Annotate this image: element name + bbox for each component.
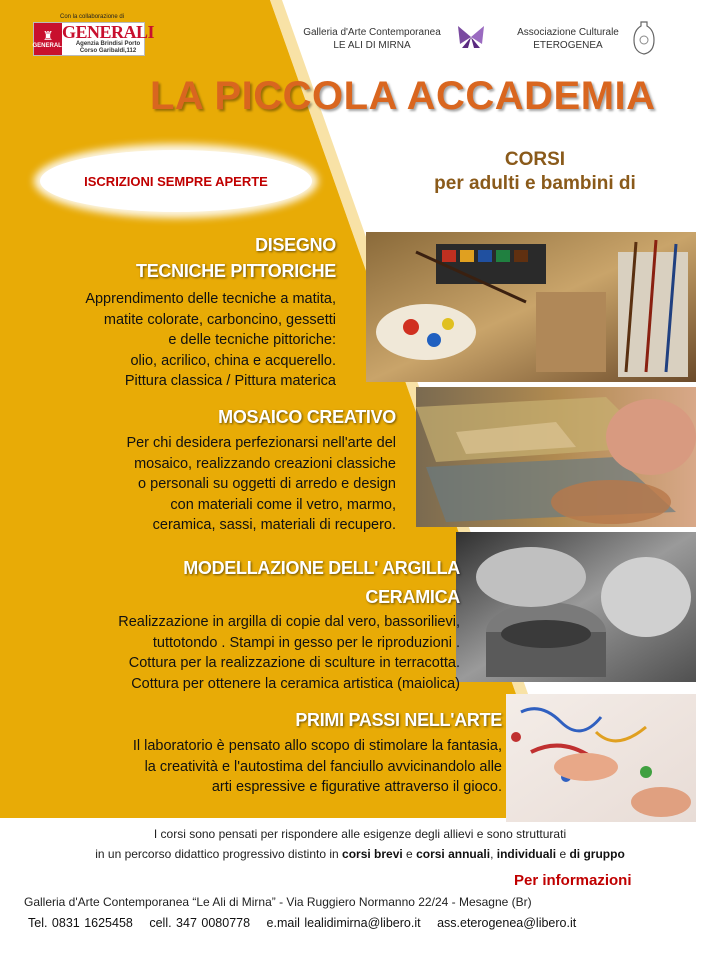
- section-primi-passi-line: arti espressive e figurative attraverso il gioco.: [211, 779, 502, 795]
- section-argilla-line: tuttotondo . Stampi in gesso per le riproduzioni .: [152, 634, 460, 651]
- section-disegno-line: Apprendimento delle tecniche a matita,: [85, 291, 336, 307]
- lion-label: GENERALI: [32, 43, 64, 49]
- section-mosaico-line: ceramica, sassi, materiali di recupero.: [152, 517, 396, 533]
- info-heading: Per informazioni: [514, 872, 632, 889]
- section-primi-passi-line: Il laboratorio è pensato allo scopo di stimolare la fantasia,: [132, 738, 502, 754]
- gallery-address: Galleria d'Arte Contemporanea “Le Ali di Mirna” - Via Ruggiero Normanno 22/24 - Mesagne (Br): [24, 895, 532, 909]
- lion-icon: ♜ GENERALI: [34, 23, 62, 55]
- section-tecniche-title: TECNICHE PITTORICHE: [136, 261, 336, 281]
- section-disegno-line: e delle tecniche pittoriche:: [168, 332, 336, 348]
- section-argilla-line: Cottura per la realizzazione di sculture in terracotta.: [128, 655, 460, 671]
- vase-icon: [632, 20, 656, 56]
- courses-heading: [400, 148, 670, 196]
- email-gallery[interactable]: e.mail lealidimirna@libero.it: [266, 916, 421, 930]
- org-eterogenea-line2: ETEROGENEA: [533, 40, 603, 51]
- section-ceramica-title: CERAMICA: [365, 587, 460, 607]
- footer-text: e: [402, 847, 417, 861]
- section-argilla-body: [118, 612, 460, 694]
- collaboration-label: Con la collaborazione di: [60, 14, 125, 20]
- butterfly-icon: [454, 22, 488, 52]
- photo-collage: [356, 232, 696, 822]
- section-argilla-title: MODELLAZIONE DELL' ARGILLA: [183, 558, 460, 578]
- section-primi-passi-title: PRIMI PASSI NELL'ARTE: [295, 710, 502, 730]
- org-galleria-line2: LE ALI DI MIRNA: [333, 40, 411, 51]
- courses-heading-title: CORSI: [504, 149, 566, 170]
- section-disegno-line: olio, acrilico, china e acquerello.: [130, 352, 336, 369]
- footer-text: e: [556, 847, 570, 861]
- contact-line: [28, 916, 588, 930]
- footer-emphasis: corsi brevi: [342, 847, 403, 861]
- section-disegno-body: [85, 289, 336, 392]
- agency-name: Agenzia Brindisi Porto: [75, 41, 141, 47]
- footer-text: in un percorso didattico progressivo distinto in: [95, 847, 343, 861]
- footer-text: ,: [490, 847, 497, 861]
- section-primi-passi-body: [133, 736, 502, 798]
- org-eterogenea-line1: Associazione Culturale: [517, 27, 619, 38]
- footer-intro-line1: I corsi sono pensati per rispondere alle esigenze degli allievi e sono strutturati: [153, 827, 567, 841]
- section-disegno-line: matite colorate, carboncino, gessetti: [103, 311, 336, 328]
- section-disegno-line: Pittura classica / Pittura materica: [124, 373, 336, 389]
- phone-number[interactable]: Tel. 0831 1625458: [28, 916, 133, 930]
- section-argilla-line: Realizzazione in argilla di copie dal vero, bassorilievi,: [118, 614, 460, 630]
- section-primi-passi-line: la creatività e l'autostima del fanciullo avvicinandolo alle: [144, 758, 502, 775]
- email-association[interactable]: ass.eterogenea@libero.it: [437, 916, 577, 930]
- courses-heading-subtitle: per adulti e bambini di: [434, 173, 636, 194]
- section-mosaico-line: mosaico, realizzando creazioni classiche: [134, 455, 396, 472]
- section-mosaico-body: [126, 433, 396, 536]
- enrollment-badge-text: ISCRIZIONI SEMPRE APERTE: [84, 173, 268, 189]
- agency-address: Corso Garibaldi,112: [79, 48, 137, 54]
- org-galleria: [292, 26, 452, 52]
- footer-intro-line2: [0, 845, 720, 863]
- footer-emphasis: corsi annuali: [416, 847, 491, 861]
- section-mosaico-line: o personali su oggetti di arredo e design: [138, 476, 396, 492]
- footer-emphasis: di gruppo: [569, 847, 625, 861]
- section-disegno-title: DISEGNO: [255, 235, 336, 255]
- generali-brand: GENERALI: [62, 22, 155, 42]
- page-title: LA PICCOLA ACCADEMIA: [150, 74, 656, 118]
- footer-emphasis: individuali: [496, 847, 557, 861]
- section-mosaico-title: MOSAICO CREATIVO: [218, 407, 396, 427]
- section-mosaico-line: Per chi desidera perfezionarsi nell'arte del: [126, 435, 396, 451]
- org-eterogenea: [508, 26, 628, 52]
- generali-logo: [32, 22, 155, 56]
- section-mosaico-line: con materiali come il vetro, marmo,: [170, 496, 396, 513]
- org-galleria-line1: Galleria d'Arte Contemporanea: [303, 27, 441, 38]
- enrollment-badge: [40, 150, 312, 212]
- cell-number[interactable]: cell. 347 0080778: [149, 916, 251, 930]
- section-argilla-line: Cottura per ottenere la ceramica artistica (maiolica): [131, 675, 460, 692]
